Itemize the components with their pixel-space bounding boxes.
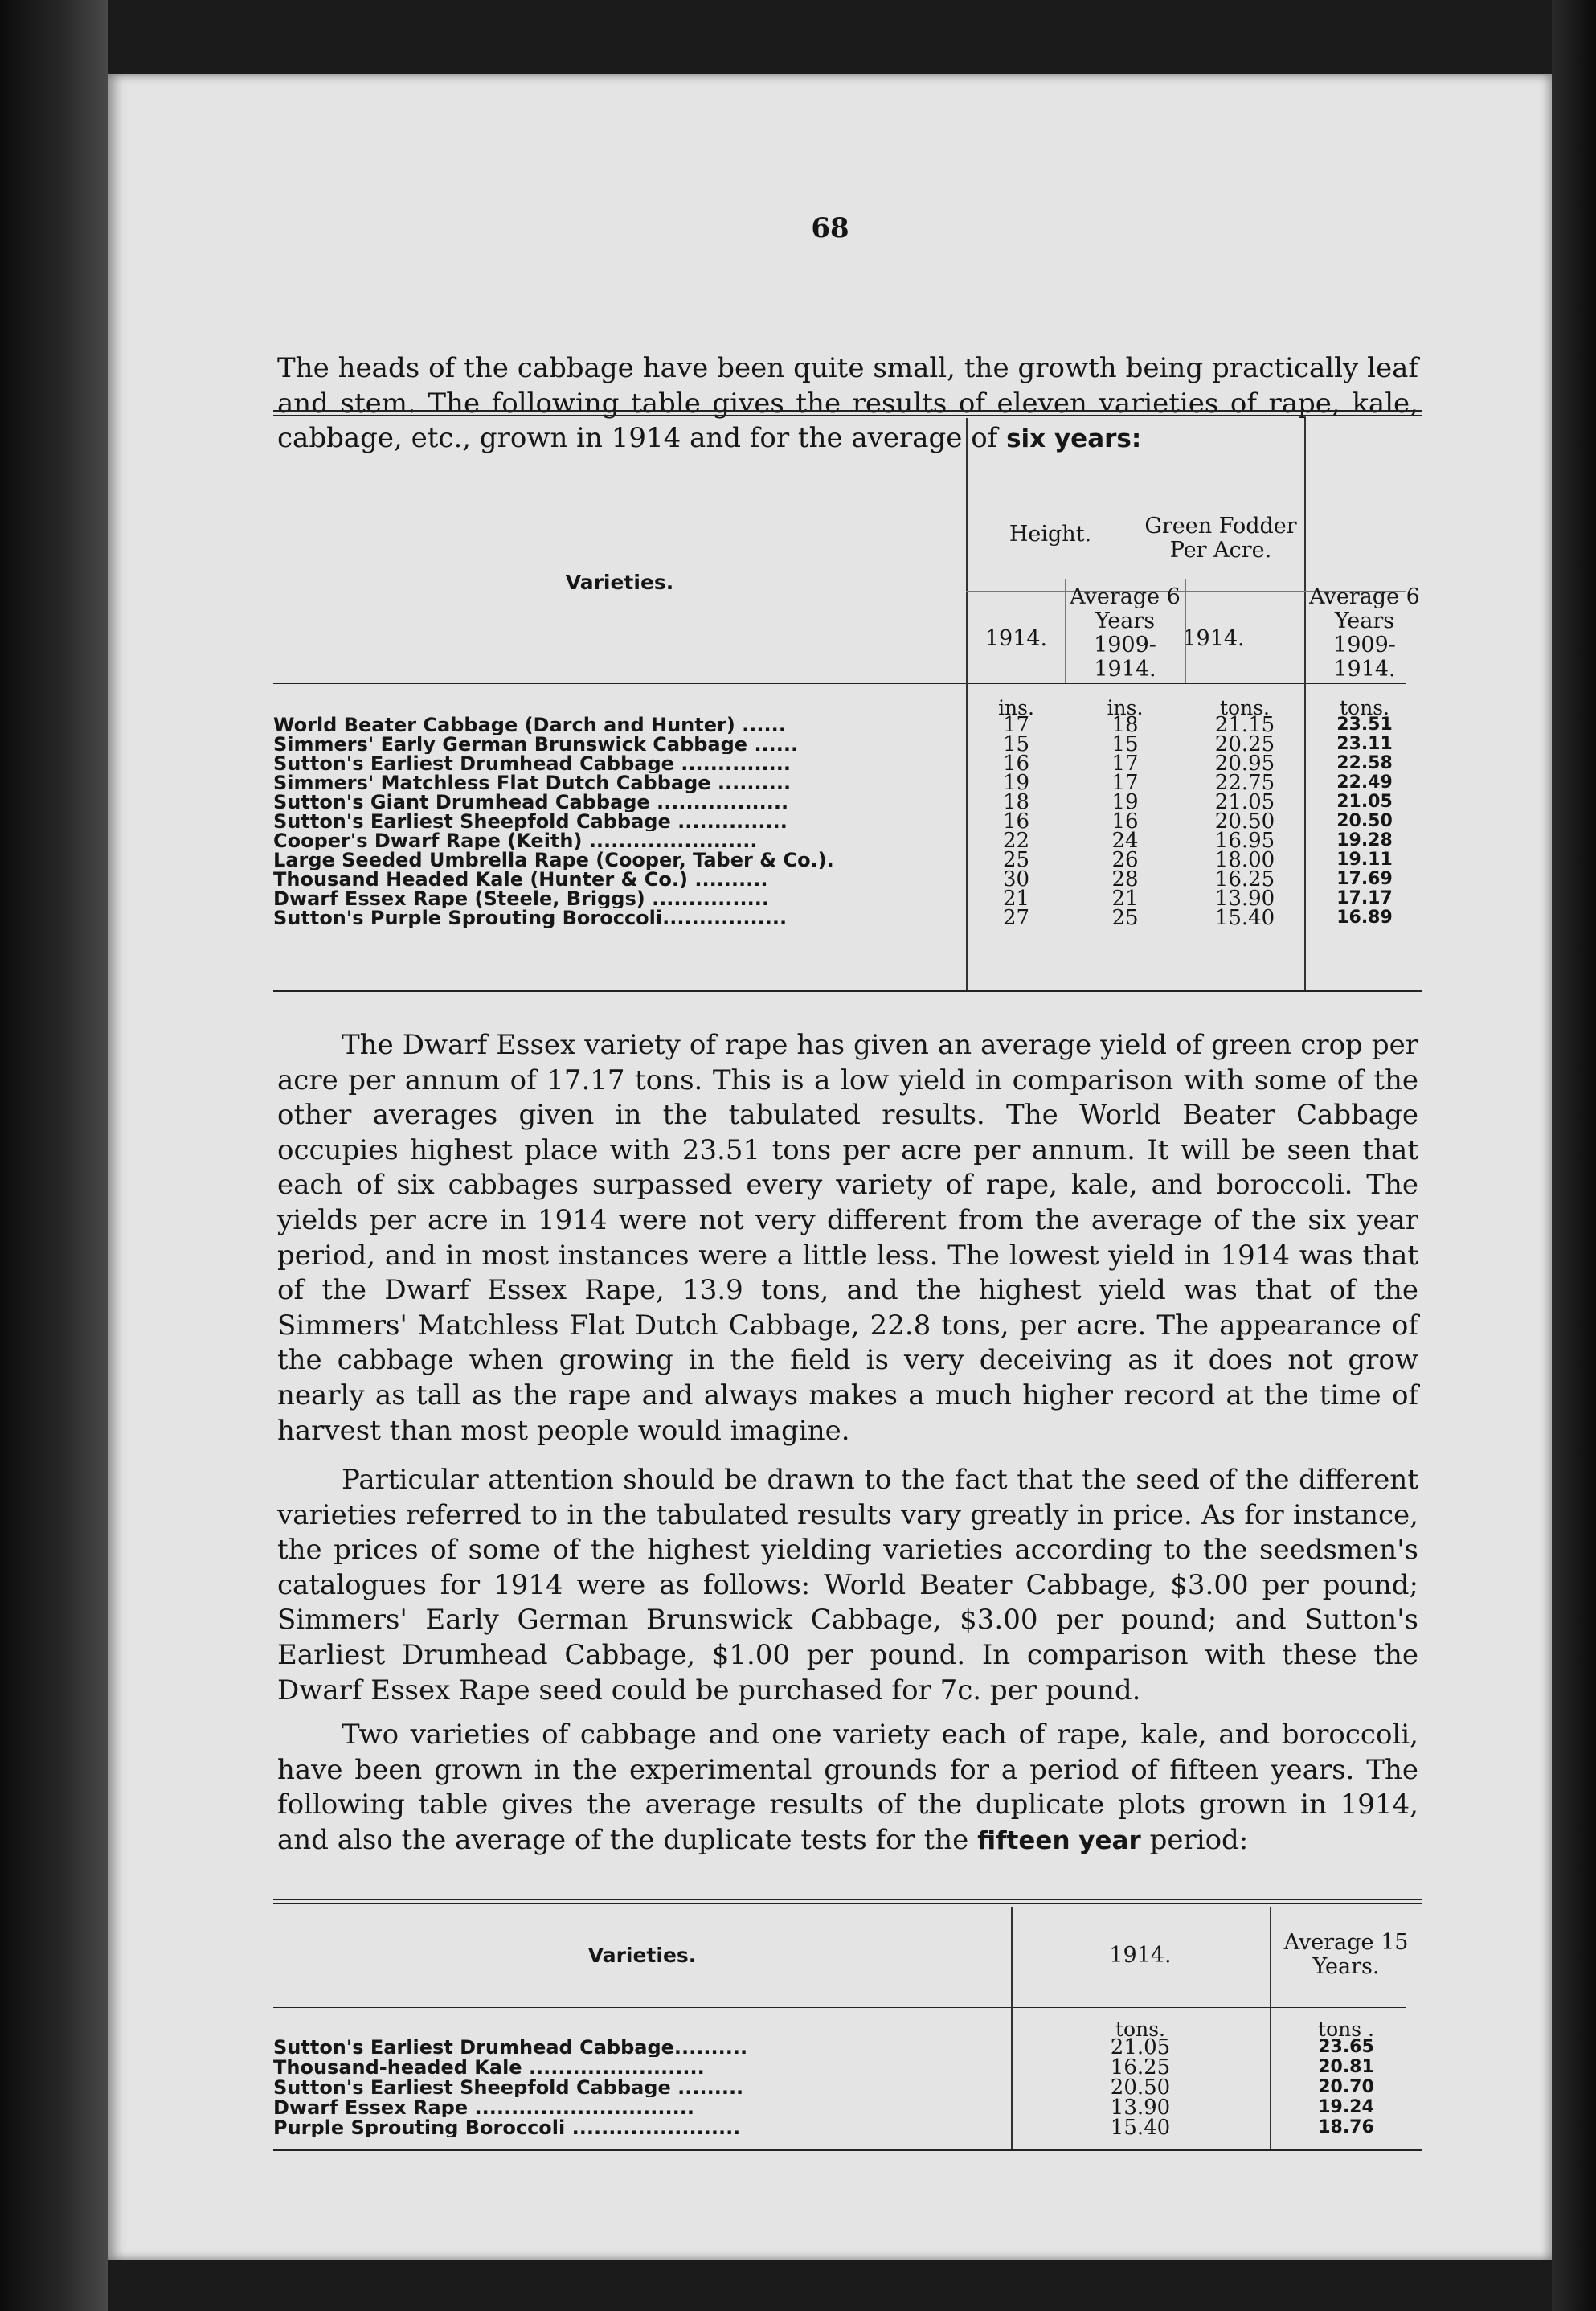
paragraph-dwarf-essex: The Dwarf Essex variety of rape has given an average yield of green crop per acre per annum of 17.17 tons. This is a low yield in comparison with some of the other averages given in the tabulated results. The World Beater Cabbage occupies highest place with 23.51 tons per acre per annum. It will be seen that each of six cabbages surpassed every variety of rape, kale, and boroccoli. The yields per acre in 1914 were not very different from the average of the six year period, and in most instances were a little less. The lowest yield in 1914 was that of the Dwarf Essex Rape, 13.9 tons, and the highest yield was that of the Simmers' Matchless Flat Dutch Cabbage, 22.8 tons, per acre. The appearance of the cabbage when growing in the field is very deceiving as it does not grow nearly as tall as the rape and always makes a much higher record at the time of harvest than most people would imagine. (277, 1029, 1418, 1447)
t1-header-green-fodder: Green Fodder Per Acre. (1144, 514, 1297, 563)
fodder-avg: 23.11 (1336, 734, 1393, 754)
t1-unit-fodder-1914: tons. (1220, 696, 1270, 719)
yield-avg: 23.65 (1318, 2037, 1374, 2057)
t1-unit-height-1914: ins. (998, 696, 1034, 719)
variety-name: Sutton's Earliest Sheepfold Cabbage ......... (273, 2078, 744, 2097)
variety-name: Dwarf Essex Rape .............................. (273, 2098, 695, 2117)
t1-header-height: Height. (1009, 522, 1092, 547)
p4-text: Two varieties of cabbage and one variety each of rape, kale, and boroccoli, have been grown in the experimental grounds for a period of fifteen years. The following table gives the average results of the duplicate plots grown in 1914, and also the average of the duplicate tests for the (277, 1719, 1418, 1856)
height-avg: 17 (1111, 771, 1139, 795)
variety-name: Simmers' Early German Brunswick Cabbage ...... (273, 735, 799, 754)
fodder-1914: 18.00 (1214, 848, 1275, 872)
variety-name: Thousand Headed Kale (Hunter & Co.) .......... (273, 870, 768, 889)
variety-name: Sutton's Earliest Drumhead Cabbage ............... (273, 754, 792, 773)
height-avg: 18 (1111, 713, 1139, 737)
t1-unit-height-avg: ins. (1107, 696, 1144, 719)
height-1914: 27 (1002, 906, 1030, 930)
fodder-avg: 19.28 (1336, 830, 1393, 850)
fodder-1914: 16.95 (1214, 829, 1275, 853)
t2-header-avg: Average 15 Years. (1283, 1930, 1409, 1979)
height-avg: 17 (1111, 752, 1139, 776)
yield-1914: 13.90 (1110, 2096, 1171, 2120)
fodder-avg: 20.50 (1336, 811, 1393, 831)
height-avg: 16 (1111, 809, 1139, 834)
height-1914: 15 (1002, 732, 1030, 756)
intro-emphasis: six years: (1006, 424, 1142, 454)
fodder-1914: 20.95 (1214, 752, 1275, 776)
variety-name: Cooper's Dwarf Rape (Keith) ....................... (273, 831, 758, 850)
height-1914: 16 (1002, 752, 1030, 776)
fodder-avg: 17.17 (1336, 888, 1393, 908)
yield-1914: 16.25 (1110, 2055, 1171, 2079)
yield-1914: 20.50 (1110, 2075, 1171, 2100)
variety-name: World Beater Cabbage (Darch and Hunter) ...... (273, 715, 786, 735)
scan-left-margin (0, 0, 108, 2311)
variety-name: Dwarf Essex Rape (Steele, Briggs) ................ (273, 889, 769, 908)
fodder-1914: 21.05 (1214, 790, 1275, 814)
fodder-1914: 21.15 (1214, 713, 1275, 737)
variety-name: Thousand-headed Kale ........................ (273, 2058, 705, 2077)
fodder-avg: 21.05 (1336, 792, 1393, 812)
p4-tail: period: (1149, 1823, 1249, 1856)
height-avg: 25 (1111, 906, 1139, 930)
fodder-avg: 22.58 (1336, 753, 1393, 773)
yield-avg: 18.76 (1318, 2117, 1374, 2137)
height-1914: 22 (1002, 829, 1030, 853)
fodder-avg: 19.11 (1336, 850, 1393, 870)
variety-name: Sutton's Earliest Sheepfold Cabbage ............... (273, 812, 788, 831)
variety-name: Sutton's Purple Sprouting Boroccoli................. (273, 908, 788, 928)
fodder-avg: 22.49 (1336, 772, 1393, 793)
paragraph-fifteen-years (277, 1718, 1418, 1858)
t2-unit-1914: tons. (1115, 2018, 1165, 2041)
yield-avg: 20.70 (1318, 2077, 1374, 2097)
variety-name: Large Seeded Umbrella Rape (Cooper, Taber & Co.). (273, 850, 834, 870)
varieties-table-six-years (273, 410, 1422, 989)
table-row (273, 2035, 1422, 2059)
fodder-1914: 15.40 (1214, 906, 1275, 930)
height-1914: 17 (1002, 713, 1030, 737)
variety-name: Simmers' Matchless Flat Dutch Cabbage .......... (273, 773, 792, 793)
fodder-1914: 22.75 (1214, 771, 1275, 795)
table-row (273, 908, 1422, 928)
t2-header-1914: 1914. (1109, 1943, 1172, 1968)
document-page (108, 74, 1552, 2260)
variety-name: Sutton's Earliest Drumhead Cabbage.......... (273, 2038, 748, 2057)
fodder-avg: 17.69 (1336, 869, 1393, 889)
fodder-1914: 16.25 (1214, 867, 1275, 891)
height-avg: 19 (1111, 790, 1139, 814)
height-1914: 18 (1002, 790, 1030, 814)
scan-right-margin (1552, 0, 1596, 2311)
variety-name: Purple Sprouting Boroccoli ....................... (273, 2118, 741, 2137)
paragraph-seed-prices: Particular attention should be drawn to the fact that the seed of the different varieties referred to in the tabulated results vary greatly in price. As for instance, the prices of some of the highest yielding varieties according to the seedsmen's catalogues for 1914 were as follows: World Beater Cabbage, $3.00 per pound; Simmers' Early German Brunswick Cabbage, $3.00 per pound; and Sutton's Earliest Drumhead Cabbage, $1.00 per pound. In comparison with these the Dwarf Essex Rape seed could be purchased for 7c. per pound. (277, 1464, 1418, 1707)
table-row (273, 2098, 1422, 2118)
fodder-avg: 23.51 (1336, 715, 1393, 735)
page-number: 68 (811, 212, 849, 244)
varieties-table-fifteen-years (273, 1899, 1422, 2204)
table-row (273, 2075, 1422, 2100)
table-row (273, 2055, 1422, 2079)
t1-header-fodder-1914: 1914. (1182, 626, 1245, 651)
fodder-1914: 20.25 (1214, 732, 1275, 756)
yield-1914: 15.40 (1110, 2116, 1171, 2140)
height-avg: 26 (1111, 848, 1139, 872)
height-avg: 15 (1111, 732, 1139, 756)
height-avg: 24 (1111, 829, 1139, 853)
table-row (273, 2118, 1422, 2138)
t1-header-height-avg: Average 6 Years 1909-1914. (1070, 584, 1181, 682)
height-avg: 21 (1111, 887, 1139, 911)
fodder-1914: 20.50 (1214, 809, 1275, 834)
height-1914: 30 (1002, 867, 1030, 891)
t1-header-height-1914: 1914. (984, 626, 1048, 651)
height-avg: 28 (1111, 867, 1139, 891)
height-1914: 21 (1002, 887, 1030, 911)
fodder-1914: 13.90 (1214, 887, 1275, 911)
t2-unit-avg: tons . (1318, 2018, 1374, 2041)
intro-text: The heads of the cabbage have been quite small, the growth being practically leaf and stem. The following table gives the results of eleven varieties of rape, kale, cabbage, etc., grown in 1914 and for the average of (277, 352, 1418, 455)
height-1914: 19 (1002, 771, 1030, 795)
height-1914: 25 (1002, 848, 1030, 872)
yield-1914: 21.05 (1110, 2035, 1171, 2059)
t1-header-fodder-avg: Average 6 Years 1909-1914. (1309, 584, 1420, 682)
t1-unit-fodder-avg: tons. (1340, 696, 1389, 719)
fodder-avg: 16.89 (1336, 908, 1393, 928)
yield-avg: 20.81 (1318, 2057, 1374, 2077)
yield-avg: 19.24 (1318, 2097, 1374, 2117)
variety-name: Sutton's Giant Drumhead Cabbage .................. (273, 793, 789, 812)
p4-emphasis: fifteen year (977, 1825, 1141, 1855)
height-1914: 16 (1002, 809, 1030, 834)
t2-header-varieties: Varieties. (587, 1944, 697, 1967)
t1-header-varieties: Varieties. (565, 571, 674, 594)
